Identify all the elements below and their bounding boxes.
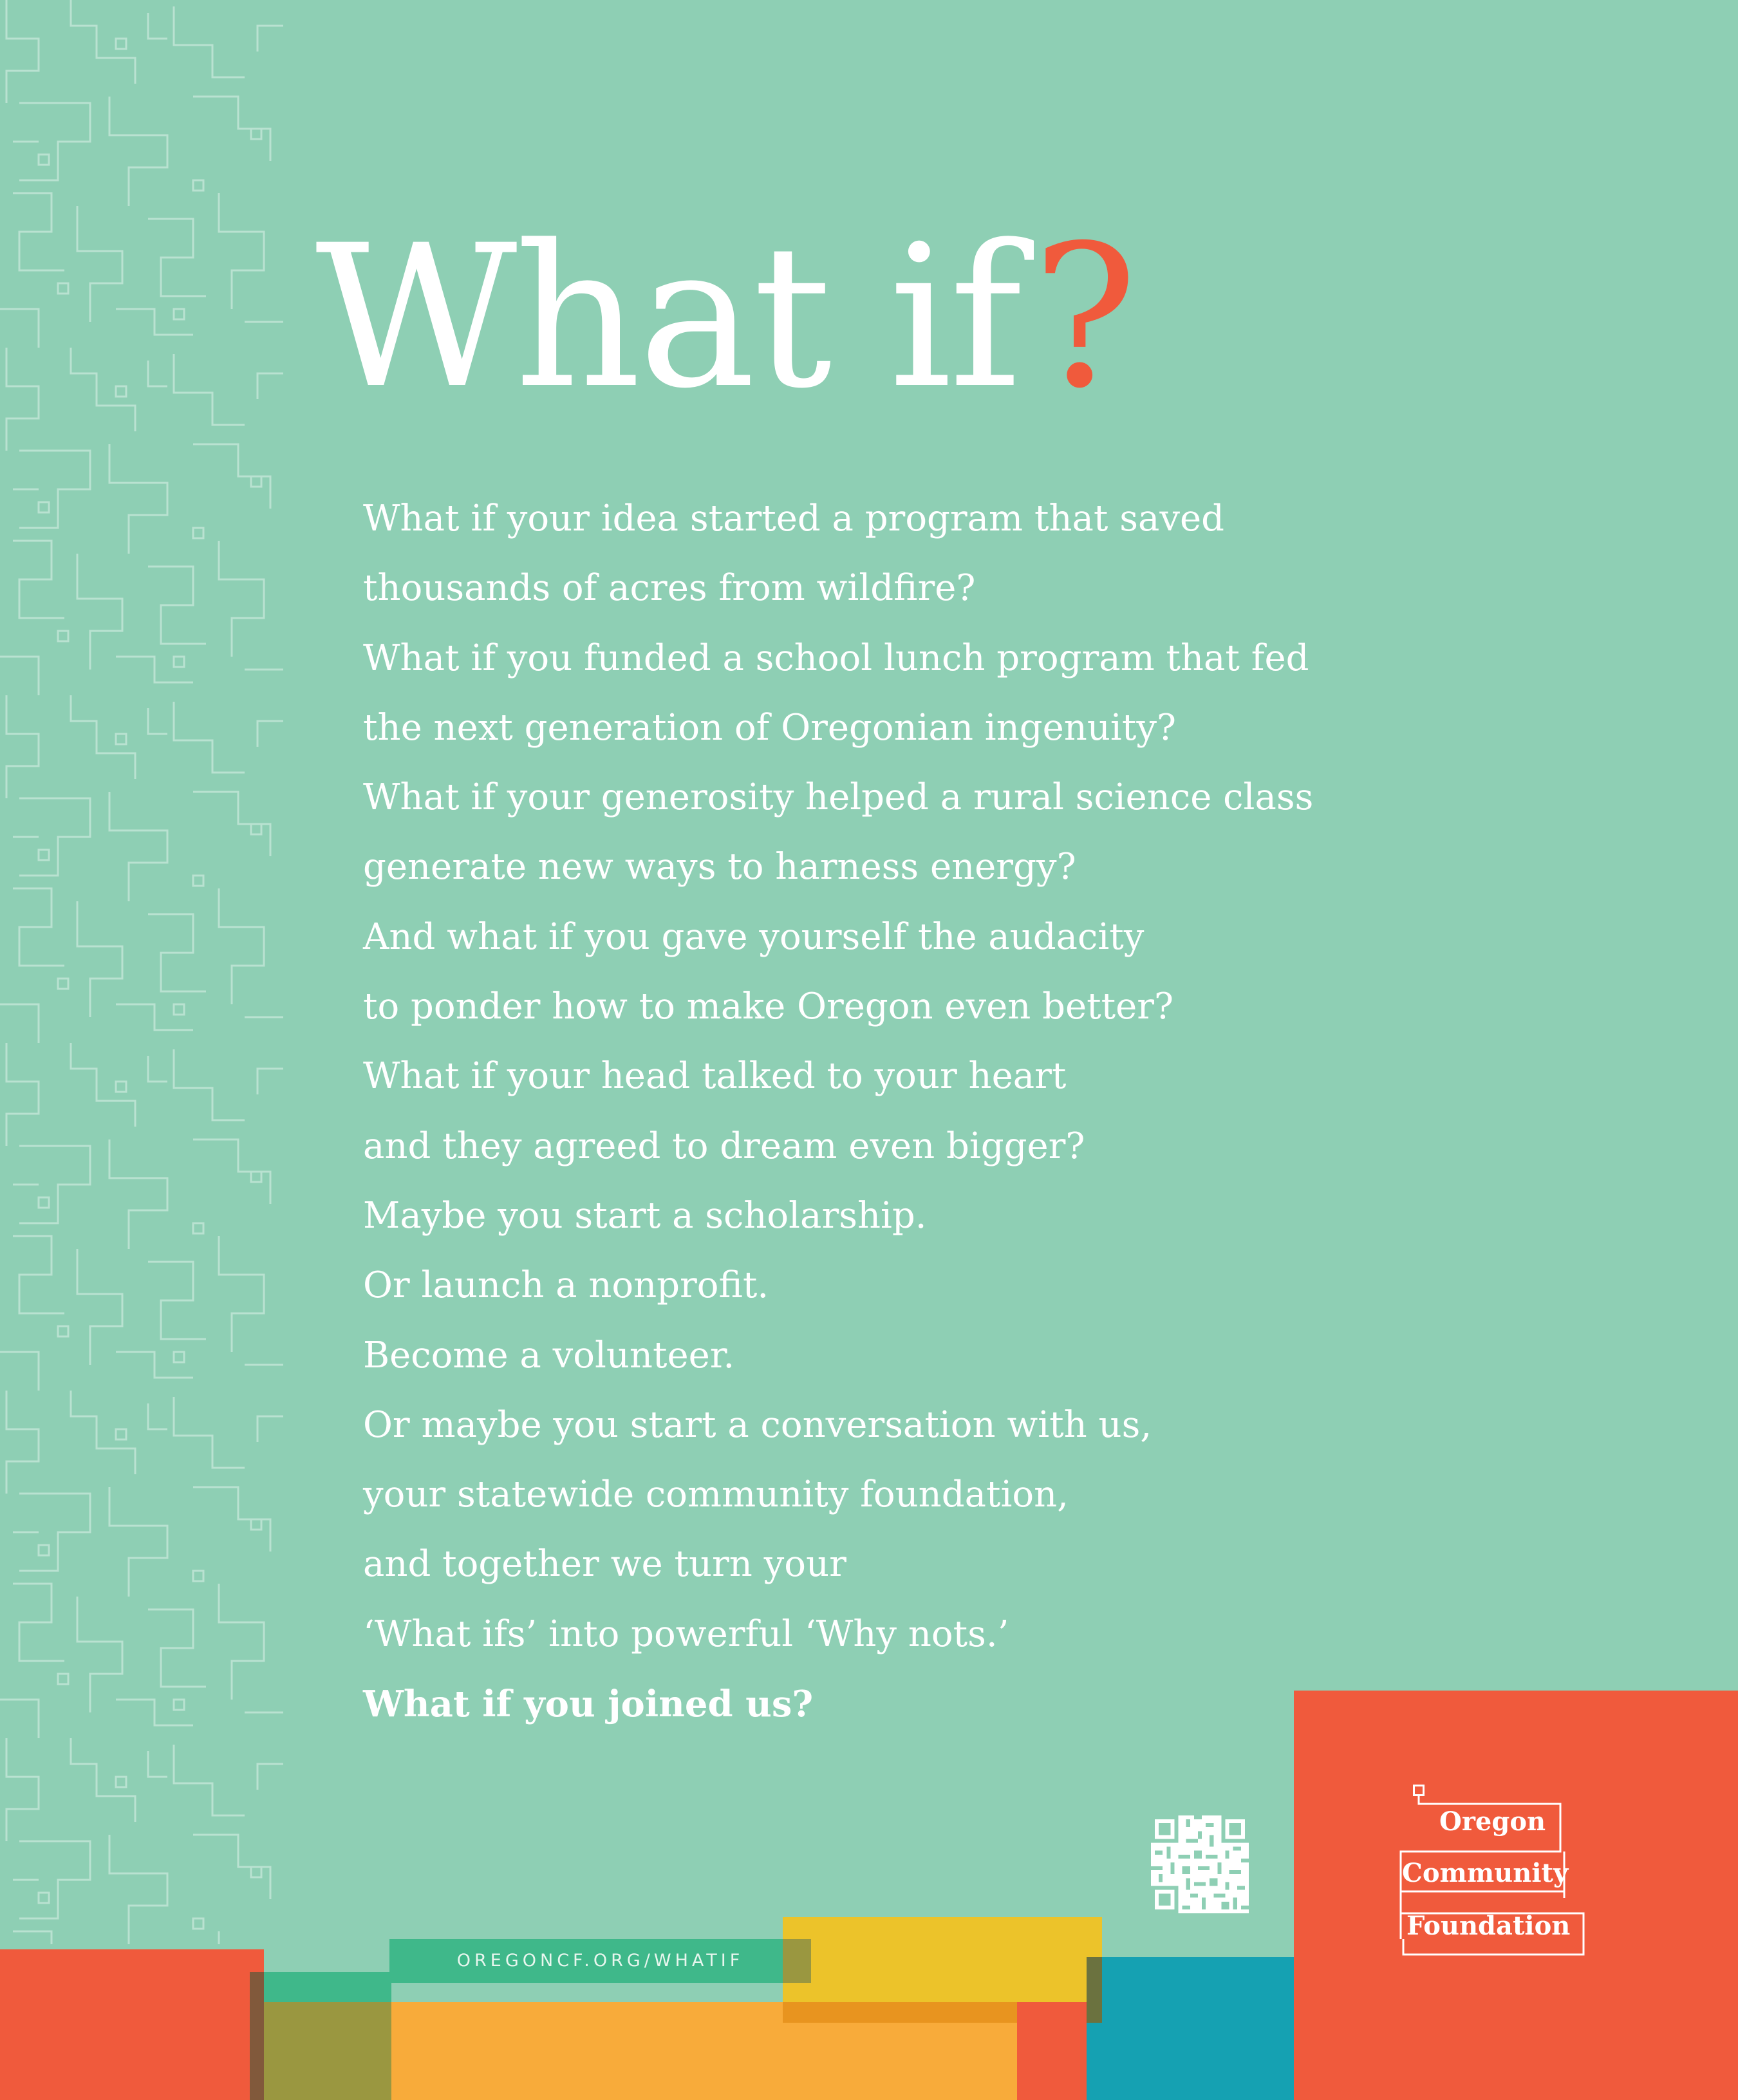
overlap-dark-2 bbox=[783, 2002, 1017, 2023]
body-line: Maybe you start a scholarship. bbox=[363, 1194, 927, 1237]
overlap-dark-1 bbox=[250, 1972, 264, 2100]
body-line: Or maybe you start a conversation with us, bbox=[363, 1403, 1152, 1446]
logo-mark-icon bbox=[1413, 1785, 1425, 1796]
logo-word-foundation: Foundation bbox=[1406, 1911, 1571, 1941]
body-line: thousands of acres from wildfire? bbox=[363, 567, 976, 610]
website-url-link[interactable]: OREGONCF.ORG/WHATIF bbox=[456, 1951, 744, 1971]
oregon-community-foundation-logo bbox=[1384, 1785, 1590, 1962]
red-small-block bbox=[1017, 2002, 1088, 2100]
body-line: Become a volunteer. bbox=[363, 1334, 735, 1376]
closing-line: What if you joined us? bbox=[363, 1683, 814, 1726]
orange-block-left bbox=[0, 1949, 264, 2100]
body-line: What if you funded a school lunch program that fed bbox=[363, 637, 1309, 679]
body-line: ‘What ifs’ into powerful ‘Why nots.’ bbox=[363, 1613, 1009, 1655]
body-line: generate new ways to harness energy? bbox=[363, 846, 1076, 888]
body-line: And what if you gave yourself the audacity bbox=[363, 915, 1145, 958]
body-line: What if your generosity helped a rural science class bbox=[363, 776, 1314, 819]
logo-word-oregon: Oregon bbox=[1439, 1806, 1546, 1837]
green-strip-block bbox=[264, 1972, 391, 2002]
body-line: your statewide community foundation, bbox=[363, 1474, 1069, 1516]
body-line: and together we turn your bbox=[363, 1543, 846, 1586]
overlap-dark-3 bbox=[1087, 1957, 1102, 2023]
headline-text: What if bbox=[315, 203, 1020, 431]
logo-word-community: Community bbox=[1402, 1858, 1569, 1888]
body-line: What if your head talked to your heart bbox=[363, 1055, 1067, 1098]
body-line: What if your idea started a program that saved bbox=[363, 498, 1224, 539]
body-line: and they agreed to dream even bigger? bbox=[363, 1125, 1085, 1167]
body-line: Or launch a nonprofit. bbox=[363, 1264, 769, 1307]
teal-block bbox=[1087, 1957, 1320, 2100]
body-line: the next generation of Oregonian ingenuity? bbox=[363, 706, 1176, 749]
body-line: to ponder how to make Oregon even better? bbox=[363, 986, 1174, 1028]
headline-question-mark: ? bbox=[1032, 203, 1135, 431]
